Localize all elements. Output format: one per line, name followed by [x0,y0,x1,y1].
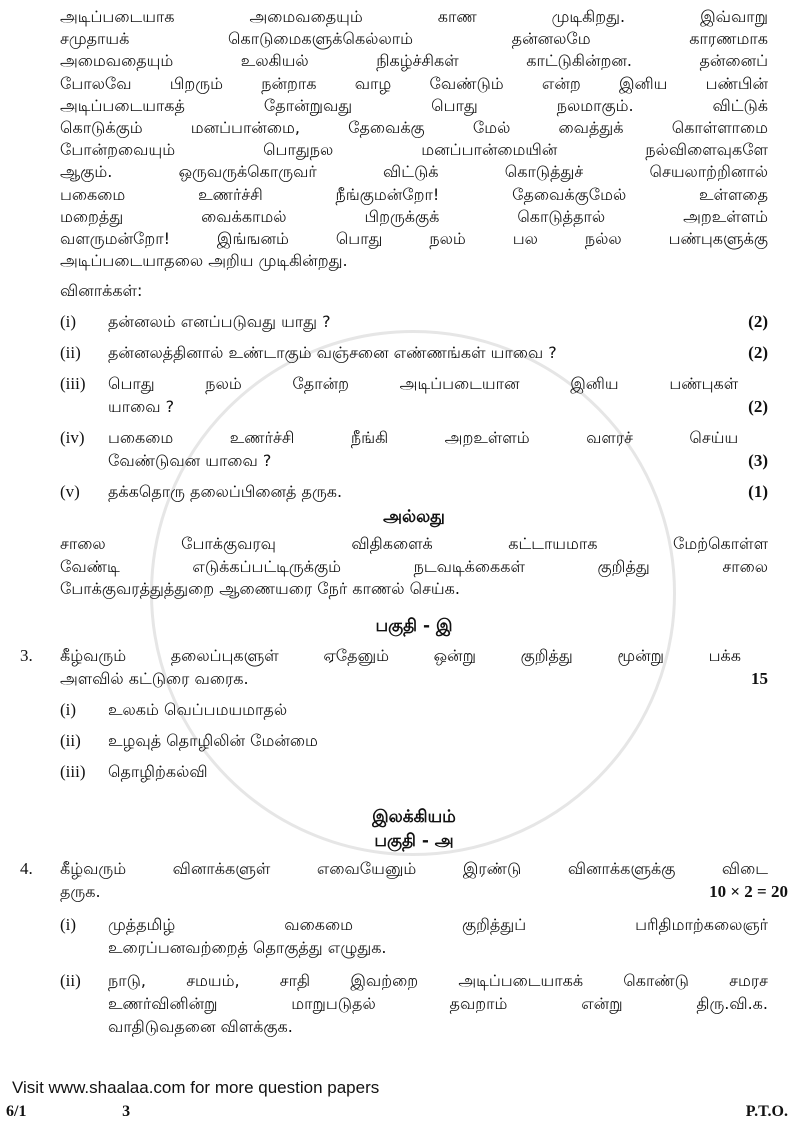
question-text: அளவில் கட்டுரை வரைக. [60,669,249,689]
question-marks: (2) [748,312,768,332]
passage-line: அடிப்படையாக அமைவதையும் காண முடிகிறது. இவ்வாறு [60,7,768,26]
option-number: (ii) [60,731,81,751]
passage-line: சமுதாயக் கொடுமைகளுக்கெல்லாம் தன்னலமே காரணமாக [60,29,768,49]
option-text: தொழிற்கல்வி [108,762,208,782]
passage-line: பகைமை உணர்ச்சி நீங்குமன்றோ! தேவைக்குமேல் உள்ளதை [60,184,768,204]
question-marks: 15 [751,669,768,689]
option-number: (i) [60,700,77,720]
page-number: 3 [122,1103,131,1121]
passage-line: அடிப்படையாகத் தோன்றுவது பொது நலமாகும். விட்டுக் [60,95,768,115]
section-heading: பகுதி - இ [375,616,453,637]
option-text-block [108,969,768,1038]
question-ii [60,341,768,364]
question-number: (ii) [60,343,81,363]
option-text: உணர்வினின்று மாறுபடுதல் தவறாம் என்று திரு.வி.க. [108,994,768,1014]
question-number: 3. [20,646,33,666]
option-iii [60,760,768,783]
alternative-task [60,533,768,600]
option-text-block [108,913,768,959]
option-ii [60,729,768,752]
question-iii [60,372,768,418]
or-label: அல்லது [383,507,445,528]
question-marks: (2) [748,343,768,363]
passage-line: போலவே பிறரும் நன்றாக வாழ வேண்டும் என்ற இனிய பண்பின் [60,73,768,93]
question-iv [60,426,768,472]
question-text: கீழ்வரும் தலைப்புகளுள் ஏதேனும் ஒன்று குறித்து மூன்று பக்க [60,646,741,666]
question-text-block [60,857,768,903]
visit-link[interactable]: Visit www.shaalaa.com for more question papers [12,1078,380,1098]
option-text: வாதிடுவதனை விளக்குக. [108,1017,293,1037]
literature-heading: இலக்கியம் [372,807,456,828]
option-i [60,698,768,721]
question-text: வேண்டுவன யாவை ? [108,451,272,471]
question-text: கீழ்வரும் வினாக்களுள் எவையேனும் இரண்டு வினாக்களுக்கு விடை [60,859,768,879]
q4-option-i [60,913,768,959]
questions-label: வினாக்கள்: [60,281,143,301]
passage-line: வளருமன்றோ! இங்ஙனம் பொது நலம் பல நல்ல பண்புகளுக்கு [60,229,768,249]
question-v [60,480,768,503]
option-text: உலகம் வெப்பமயமாதல் [108,700,288,720]
option-text: முத்தமிழ் வகைமை குறித்துப் பரிதிமாற்கலைஞர் [108,915,768,935]
question-number: (iii) [60,374,86,394]
passage-line: அமைவதையும் உலகியல் நிகழ்ச்சிகள் காட்டுகின்றன. தன்னைப் [60,51,768,71]
question-number: 4. [20,859,33,879]
question-text: பகைமை உணர்ச்சி நீங்கி அறஉள்ளம் வளரச் செய்ய [108,428,739,448]
question-number: (v) [60,482,80,502]
option-number: (ii) [60,971,81,991]
question-marks: (2) [748,397,768,417]
question-number: (i) [60,312,77,332]
paper-code: 6/1 [6,1103,27,1121]
question-marks: 10 × 2 = 20 [709,882,788,902]
alt-task-line: போக்குவரத்துத்துறை ஆணையரை நேர் காணல் செய்க. [60,578,460,598]
question-text: தன்னலம் எனப்படுவது யாது ? [108,312,331,332]
q4-option-ii [60,969,768,1038]
question-marks: (1) [748,482,768,502]
footer [0,1078,800,1122]
question-text: தன்னலத்தினால் உண்டாகும் வஞ்சனை எண்ணங்கள் யாவை ? [108,343,557,363]
question-marks: (3) [748,451,768,471]
option-number: (iii) [60,762,86,782]
question-text: பொது நலம் தோன்ற அடிப்படையான இனிய பண்புகள் [108,374,739,394]
footer-line [6,1102,788,1122]
option-text: நாடு, சமயம், சாதி இவற்றை அடிப்படையாகக் கொண்டு சமரச [108,971,768,991]
passage-line: மறைத்து வைக்காமல் பிறருக்குக் கொடுத்தால் அறஉள்ளம் [60,206,768,226]
question-text: தருக. [60,882,101,902]
option-text: உழவுத் தொழிலின் மேன்மை [108,731,318,751]
question-text: தக்கதொரு தலைப்பினைத் தருக. [108,482,343,502]
section-heading: பகுதி - அ [374,831,454,852]
question-text: யாவை ? [108,397,175,417]
passage-line: கொடுக்கும் மனப்பான்மை, தேவைக்கு மேல் வைத்துக் கொள்ளாமை [60,118,768,138]
passage-line: ஆகும். ஒருவருக்கொருவர் விட்டுக் கொடுத்துச் செயலாற்றினால் [60,162,768,182]
question-text-block [60,644,741,690]
question-text-block [108,372,738,418]
alt-task-line: வேண்டி எடுக்கப்பட்டிருக்கும் நடவடிக்கைகள் குறித்து சாலை [60,556,768,576]
pto-label: P.T.O. [745,1103,788,1121]
question-4 [20,857,768,903]
question-3 [20,644,768,690]
question-text-block [108,426,738,472]
option-text: உரைப்பனவற்றைத் தொகுத்து எழுதுக. [108,938,387,958]
question-number: (iv) [60,428,85,448]
question-i [60,310,768,333]
passage [60,6,768,272]
passage-line: அடிப்படையாதலை அறிய முடிகின்றது. [60,251,348,271]
alt-task-line: சாலை போக்குவரவு விதிகளைக் கட்டாயமாக மேற்கொள்ள [60,534,768,554]
passage-line: போன்றவையும் பொதுநல மனப்பான்மையின் நல்விளைவுகளே [60,140,768,160]
option-number: (i) [60,915,77,935]
